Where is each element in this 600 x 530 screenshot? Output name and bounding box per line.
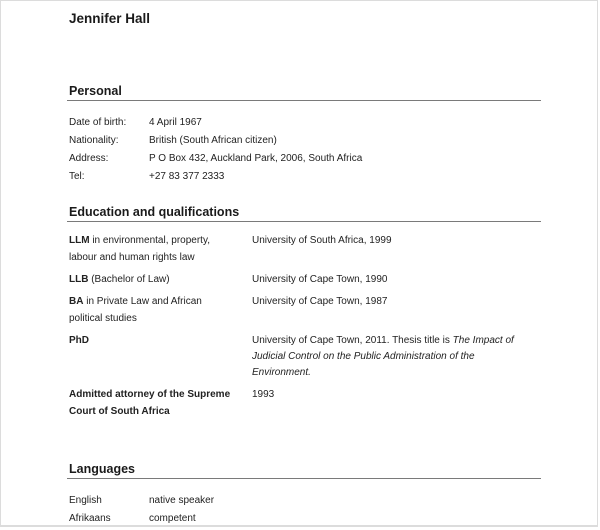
qualification-title-line2: Court of South Africa bbox=[69, 406, 170, 417]
section-title-personal: Personal bbox=[69, 84, 122, 98]
education-institution-llb: University of Cape Town, 1990 bbox=[252, 274, 388, 285]
personal-label-tel: Tel: bbox=[69, 171, 85, 182]
language-name-afrikaans: Afrikaans bbox=[69, 513, 111, 524]
education-degree-ba bbox=[69, 296, 202, 307]
thesis-title-line3: Environment. bbox=[252, 367, 311, 378]
thesis-title-line2-wrap bbox=[252, 351, 475, 362]
personal-label-dob: Date of birth: bbox=[69, 117, 127, 128]
education-admitted-attorney bbox=[69, 389, 230, 400]
section-title-languages: Languages bbox=[69, 462, 135, 476]
education-degree-llm bbox=[69, 235, 210, 246]
education-degree-ba-line2: political studies bbox=[69, 313, 137, 324]
degree-abbr: BA bbox=[69, 296, 84, 307]
degree-abbr: LLM bbox=[69, 235, 90, 246]
education-degree-llb bbox=[69, 274, 170, 285]
personal-value-nationality: British (South African citizen) bbox=[149, 135, 277, 146]
personal-value-dob: 4 April 1967 bbox=[149, 117, 202, 128]
education-degree-llm-line2: labour and human rights law bbox=[69, 252, 195, 263]
section-title-education: Education and qualifications bbox=[69, 205, 240, 219]
language-level-afrikaans: competent bbox=[149, 513, 196, 524]
degree-description: (Bachelor of Law) bbox=[88, 274, 170, 285]
language-level-english: native speaker bbox=[149, 495, 215, 506]
degree-description: in environmental, property, bbox=[89, 235, 210, 246]
personal-value-address: P O Box 432, Auckland Park, 2006, South Africa bbox=[149, 153, 363, 164]
degree-description: in Private Law and African bbox=[83, 296, 202, 307]
degree-abbr: PhD bbox=[69, 335, 89, 346]
personal-value-tel: +27 83 377 2333 bbox=[149, 171, 225, 182]
section-divider bbox=[67, 478, 541, 479]
education-institution-ba: University of Cape Town, 1987 bbox=[252, 296, 388, 307]
personal-label-nationality: Nationality: bbox=[69, 135, 119, 146]
education-institution-phd bbox=[252, 335, 514, 346]
qualification-title: Admitted attorney of the Supreme bbox=[69, 389, 231, 400]
candidate-name: Jennifer Hall bbox=[69, 11, 151, 26]
phd-institution-text: University of Cape Town, 2011. Thesis title is bbox=[252, 335, 453, 346]
degree-abbr: LLB bbox=[69, 274, 89, 285]
education-institution-llm: University of South Africa, 1999 bbox=[252, 235, 392, 246]
education-admitted-attorney-line2 bbox=[69, 406, 170, 417]
thesis-title-line1: The Impact of bbox=[452, 335, 514, 346]
section-divider bbox=[67, 221, 541, 222]
section-divider bbox=[67, 100, 541, 101]
language-name-english: English bbox=[69, 495, 102, 506]
thesis-title-line3-wrap bbox=[252, 367, 311, 378]
personal-label-address: Address: bbox=[69, 153, 109, 164]
thesis-title-line2: Judicial Control on the Public Administration of the bbox=[252, 351, 475, 362]
education-year-attorney: 1993 bbox=[252, 389, 275, 400]
education-degree-phd bbox=[69, 335, 89, 346]
